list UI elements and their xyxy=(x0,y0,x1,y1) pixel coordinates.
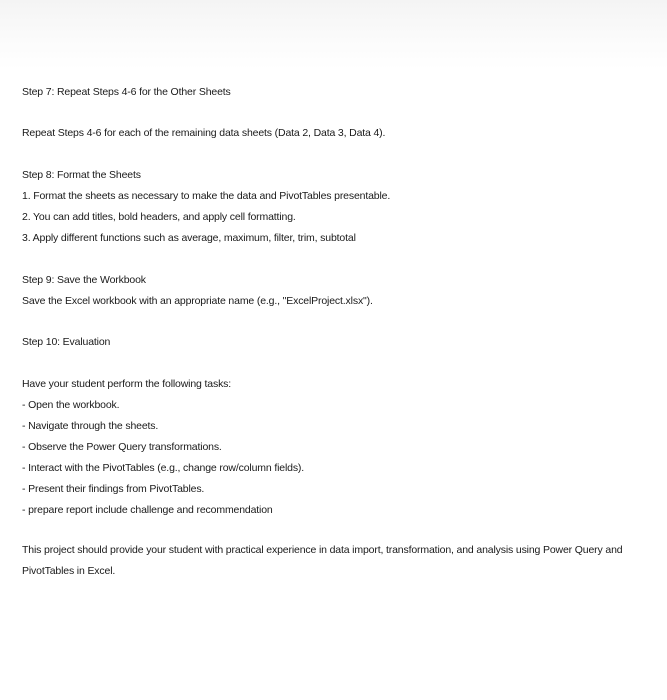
step8-heading: Step 8: Format the Sheets xyxy=(22,169,141,181)
task-item: - prepare report include challenge and recommendation xyxy=(22,504,273,516)
step7-body: Repeat Steps 4-6 for each of the remaining data sheets (Data 2, Data 3, Data 4). xyxy=(22,127,386,139)
step10-heading: Step 10: Evaluation xyxy=(22,336,111,348)
step8-item-2: 2. You can add titles, bold headers, and apply cell formatting. xyxy=(22,211,296,223)
step8-item-1: 1. Format the sheets as necessary to make the data and PivotTables presentable. xyxy=(22,190,391,202)
task-item: - Present their findings from PivotTables. xyxy=(22,483,205,495)
task-item: - Observe the Power Query transformations. xyxy=(22,441,222,453)
task-item: - Interact with the PivotTables (e.g., change row/column fields). xyxy=(22,462,305,474)
task-item: - Open the workbook. xyxy=(22,399,120,411)
step10-intro: Have your student perform the following tasks: xyxy=(22,378,232,390)
task-item: - Navigate through the sheets. xyxy=(22,420,159,432)
conclusion-paragraph: This project should provide your student with practical experience in data import, transformation, and analysis using Power Query and PivotTables in Excel. xyxy=(22,544,623,577)
step7-heading: Step 7: Repeat Steps 4-6 for the Other Sheets xyxy=(22,86,231,98)
step8-item-3: 3. Apply different functions such as average, maximum, filter, trim, subtotal xyxy=(22,232,356,244)
step9-heading: Step 9: Save the Workbook xyxy=(22,274,146,286)
step9-body: Save the Excel workbook with an appropriate name (e.g., "ExcelProject.xlsx"). xyxy=(22,295,373,307)
